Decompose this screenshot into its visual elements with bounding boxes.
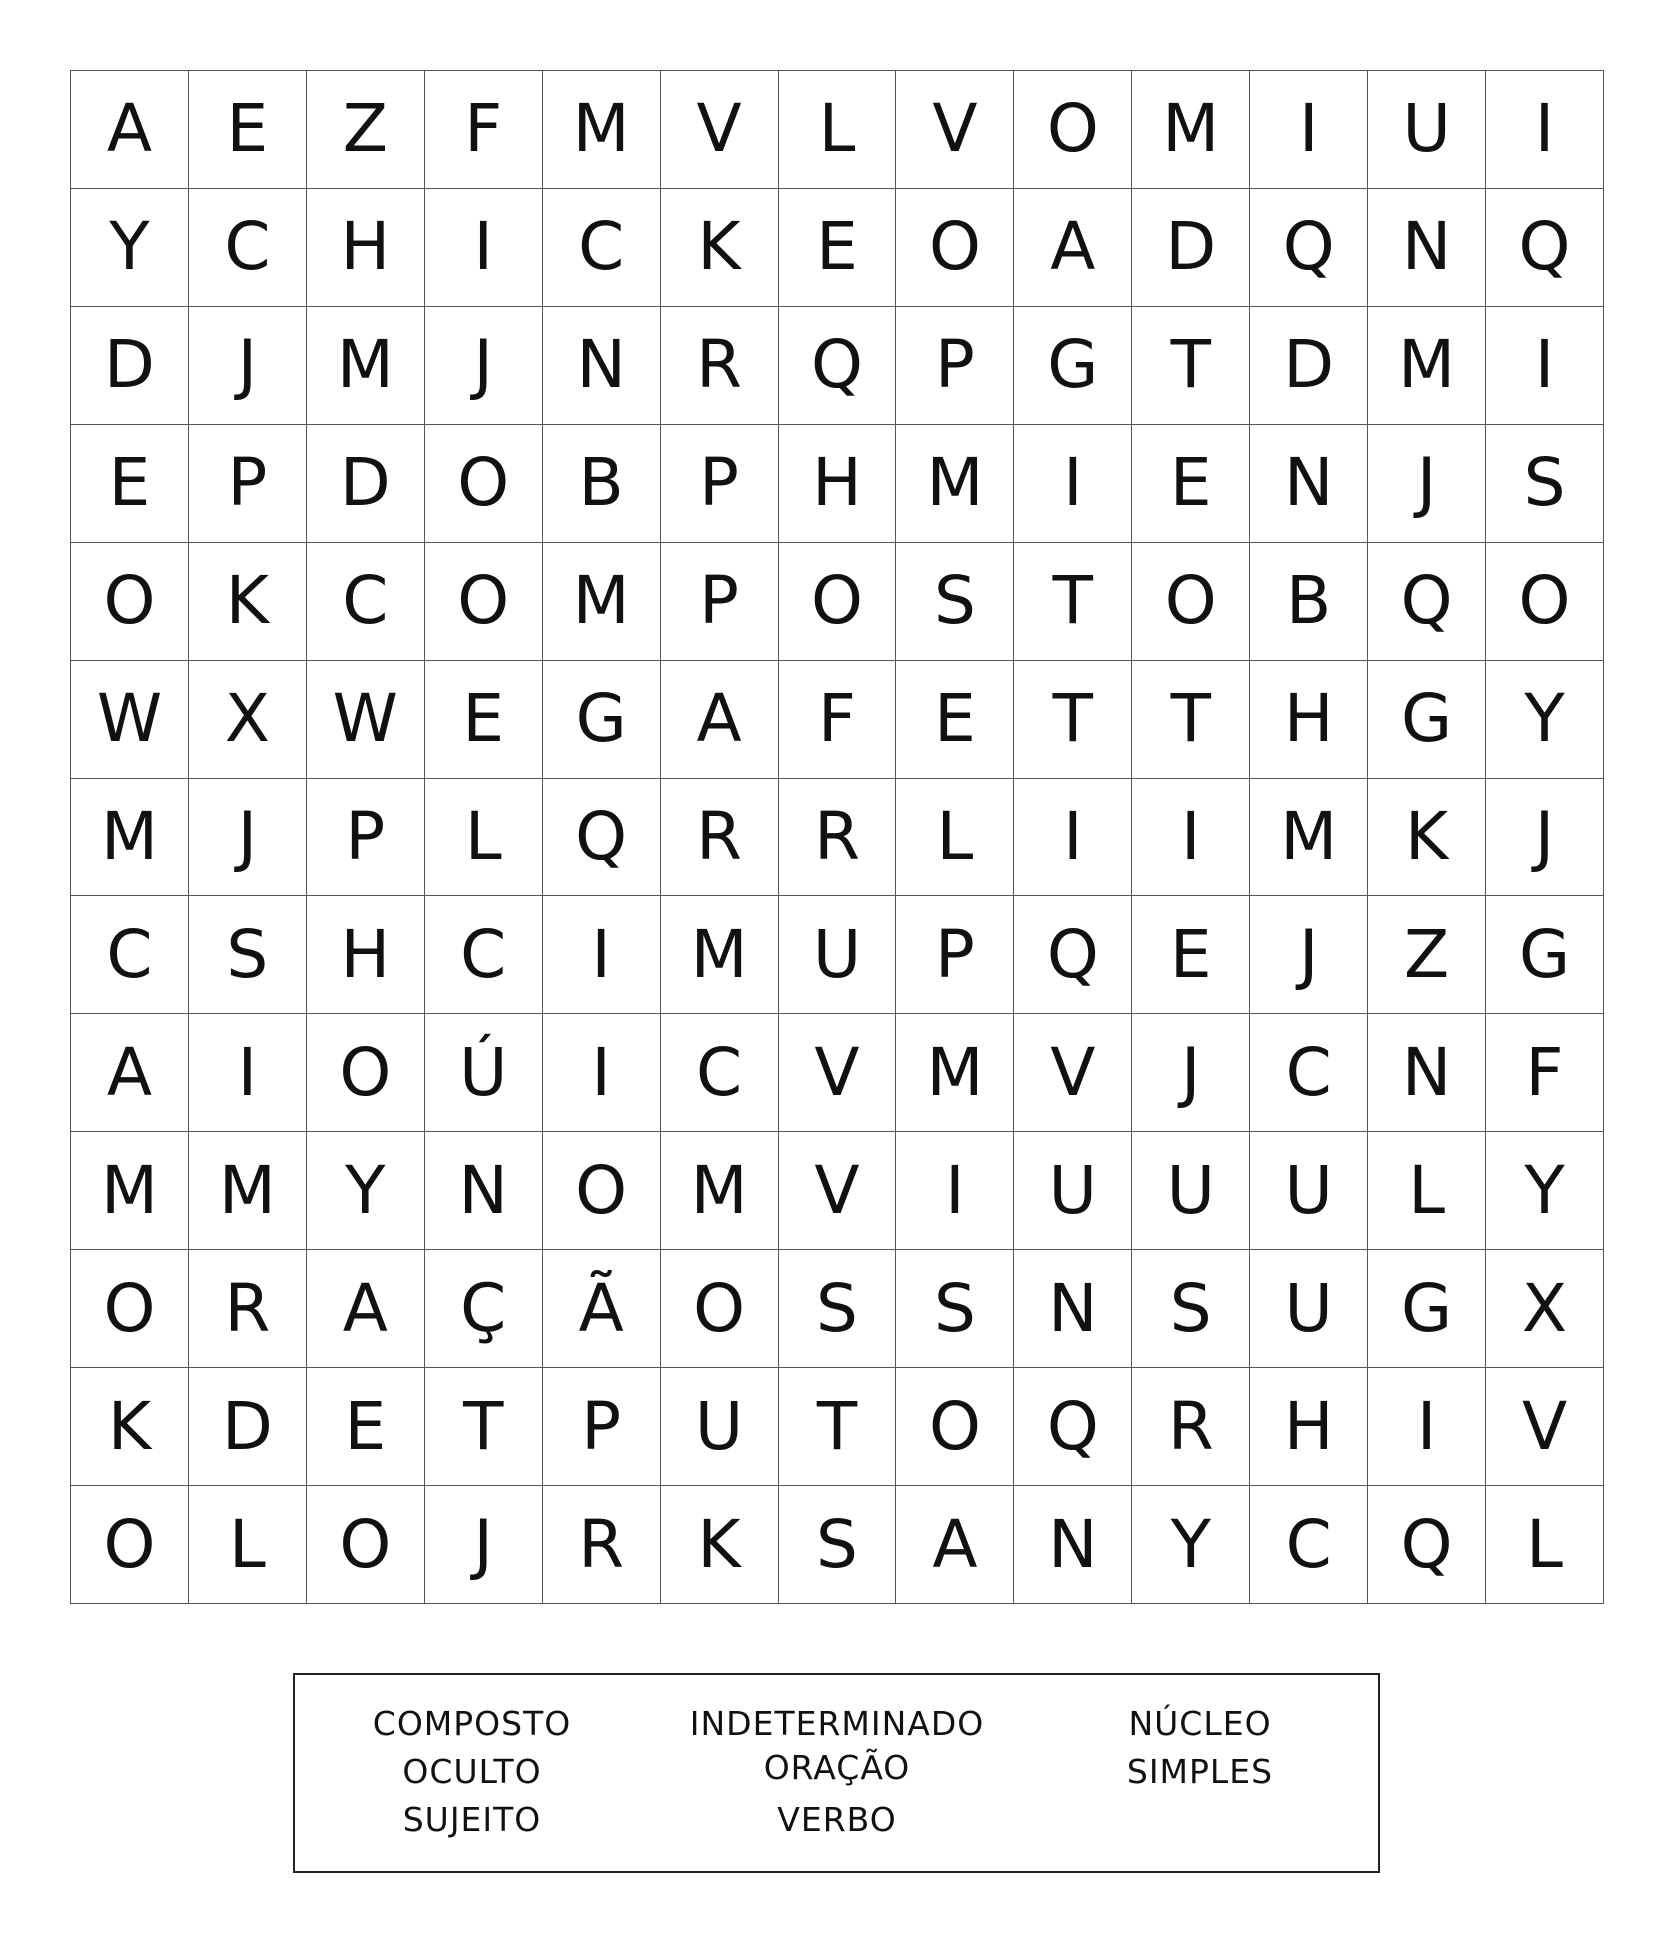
grid-cell[interactable]: M [71,779,189,897]
grid-cell[interactable]: S [1132,1250,1250,1368]
grid-cell[interactable]: L [779,71,897,189]
grid-cell[interactable]: V [779,1014,897,1132]
grid-cell[interactable]: R [543,1486,661,1604]
grid-cell[interactable]: O [543,1132,661,1250]
word-oracao: ORAÇÃO [763,1748,911,1787]
grid-cell[interactable]: H [1250,661,1368,779]
grid-cell[interactable]: Z [1368,896,1486,1014]
grid-cell[interactable]: I [543,1014,661,1132]
grid-cell[interactable]: P [661,543,779,661]
grid-cell[interactable]: D [307,425,425,543]
grid-cell[interactable]: O [71,1250,189,1368]
grid-cell[interactable]: O [896,1368,1014,1486]
grid-cell[interactable]: T [1014,661,1132,779]
grid-cell[interactable]: E [1132,896,1250,1014]
grid-cell[interactable]: Y [1132,1486,1250,1604]
grid-cell[interactable]: X [1486,1250,1604,1368]
grid-cell[interactable]: N [1368,189,1486,307]
grid-cell[interactable]: H [307,189,425,307]
grid-cell[interactable]: O [1486,543,1604,661]
grid-cell[interactable]: T [779,1368,897,1486]
grid-cell[interactable]: O [779,543,897,661]
grid-cell[interactable]: C [425,896,543,1014]
grid-cell[interactable]: A [661,661,779,779]
grid-cell[interactable]: M [1250,779,1368,897]
grid-cell[interactable]: L [189,1486,307,1604]
grid-cell[interactable]: C [661,1014,779,1132]
grid-cell[interactable]: E [71,425,189,543]
grid-cell[interactable]: C [1250,1486,1368,1604]
grid-cell[interactable]: G [1486,896,1604,1014]
grid-cell[interactable]: P [189,425,307,543]
grid-cell[interactable]: P [307,779,425,897]
word-indeterminado: INDETERMINADO [689,1704,985,1743]
grid-cell[interactable]: V [779,1132,897,1250]
grid-cell[interactable]: C [71,896,189,1014]
grid-cell[interactable]: S [779,1486,897,1604]
grid-cell[interactable]: R [1132,1368,1250,1486]
grid-cell[interactable]: U [1368,71,1486,189]
grid-cell[interactable]: T [1132,661,1250,779]
grid-cell[interactable]: F [425,71,543,189]
grid-cell[interactable]: Q [1250,189,1368,307]
grid-cell[interactable]: U [1132,1132,1250,1250]
grid-cell[interactable]: L [896,779,1014,897]
grid-cell[interactable]: S [189,896,307,1014]
grid-cell[interactable]: Q [1368,1486,1486,1604]
grid-cell[interactable]: B [543,425,661,543]
grid-cell[interactable]: M [543,71,661,189]
grid-cell[interactable]: D [1250,307,1368,425]
grid-cell[interactable]: Q [543,779,661,897]
grid-cell[interactable]: T [1014,543,1132,661]
grid-cell[interactable]: V [1486,1368,1604,1486]
grid-cell[interactable]: Z [307,71,425,189]
grid-cell[interactable]: R [189,1250,307,1368]
grid-cell[interactable]: C [1250,1014,1368,1132]
grid-cell[interactable]: M [543,543,661,661]
grid-cell[interactable]: O [425,425,543,543]
grid-cell[interactable]: V [661,71,779,189]
grid-cell[interactable]: O [307,1486,425,1604]
grid-cell[interactable]: M [1132,71,1250,189]
grid-cell[interactable]: O [425,543,543,661]
grid-cell[interactable]: T [425,1368,543,1486]
grid-cell[interactable]: V [896,71,1014,189]
grid-cell[interactable]: P [661,425,779,543]
grid-cell[interactable]: M [661,896,779,1014]
grid-cell[interactable]: I [1250,71,1368,189]
grid-cell[interactable]: H [1250,1368,1368,1486]
grid-cell[interactable]: Q [1368,543,1486,661]
grid-cell[interactable]: K [1368,779,1486,897]
grid-cell[interactable]: N [1250,425,1368,543]
word-verbo: VERBO [777,1800,897,1839]
grid-cell[interactable]: I [896,1132,1014,1250]
grid-cell[interactable]: G [1368,661,1486,779]
grid-cell[interactable]: Y [307,1132,425,1250]
grid-cell[interactable]: D [1132,189,1250,307]
grid-cell[interactable]: S [896,543,1014,661]
grid-cell[interactable]: C [543,189,661,307]
grid-cell[interactable]: H [779,425,897,543]
grid-cell[interactable]: U [1250,1250,1368,1368]
grid-cell[interactable]: N [425,1132,543,1250]
grid-cell[interactable]: Ã [543,1250,661,1368]
word-composto: COMPOSTO [372,1704,572,1743]
grid-cell[interactable]: O [307,1014,425,1132]
grid-cell[interactable]: D [189,1368,307,1486]
grid-cell[interactable]: A [307,1250,425,1368]
grid-cell[interactable]: W [307,661,425,779]
grid-cell[interactable]: L [425,779,543,897]
grid-cell[interactable]: V [1014,1014,1132,1132]
grid-cell[interactable]: M [189,1132,307,1250]
word-simples: SIMPLES [1126,1752,1274,1791]
grid-cell[interactable]: J [425,307,543,425]
grid-cell[interactable]: X [189,661,307,779]
grid-cell[interactable]: S [896,1250,1014,1368]
grid-cell[interactable]: E [1132,425,1250,543]
grid-cell[interactable]: I [1368,1368,1486,1486]
grid-cell[interactable]: S [779,1250,897,1368]
grid-cell[interactable]: O [1014,71,1132,189]
grid-cell[interactable]: J [1132,1014,1250,1132]
grid-cell[interactable]: E [425,661,543,779]
grid-cell[interactable]: Q [1014,896,1132,1014]
grid-cell[interactable]: E [307,1368,425,1486]
grid-cell[interactable]: T [1132,307,1250,425]
grid-cell[interactable]: I [543,896,661,1014]
word-nucleo: NÚCLEO [1128,1704,1272,1743]
grid-cell[interactable]: U [1250,1132,1368,1250]
grid-cell[interactable]: J [189,307,307,425]
grid-cell[interactable]: M [1368,307,1486,425]
grid-cell[interactable]: A [71,1014,189,1132]
grid-cell[interactable]: E [896,661,1014,779]
grid-cell[interactable]: G [1368,1250,1486,1368]
grid-cell[interactable]: K [661,189,779,307]
grid-cell[interactable]: A [896,1486,1014,1604]
grid-cell[interactable]: Q [1014,1368,1132,1486]
grid-cell[interactable]: F [779,661,897,779]
grid-cell[interactable]: R [661,307,779,425]
grid-cell[interactable]: I [1014,779,1132,897]
grid-cell[interactable]: Q [1486,189,1604,307]
grid-cell[interactable]: Q [779,307,897,425]
grid-cell[interactable]: L [1368,1132,1486,1250]
grid-cell[interactable]: C [307,543,425,661]
grid-cell[interactable]: I [189,1014,307,1132]
grid-cell[interactable]: M [71,1132,189,1250]
grid-cell[interactable]: Y [1486,661,1604,779]
grid-cell[interactable]: I [1132,779,1250,897]
grid-cell[interactable]: A [1014,189,1132,307]
grid-cell[interactable]: B [1250,543,1368,661]
grid-cell[interactable]: E [779,189,897,307]
grid-cell[interactable]: W [71,661,189,779]
grid-cell[interactable]: I [1486,307,1604,425]
grid-cell[interactable]: G [543,661,661,779]
grid-cell[interactable]: O [71,1486,189,1604]
grid-cell[interactable]: F [1486,1014,1604,1132]
grid-cell[interactable]: I [1486,71,1604,189]
grid-cell[interactable]: O [71,543,189,661]
grid-cell[interactable]: P [896,896,1014,1014]
grid-cell[interactable]: N [1014,1250,1132,1368]
grid-cell[interactable]: U [1014,1132,1132,1250]
grid-cell[interactable]: Y [71,189,189,307]
grid-cell[interactable]: Ú [425,1014,543,1132]
grid-cell[interactable]: M [896,425,1014,543]
grid-cell[interactable]: L [1486,1486,1604,1604]
grid-cell[interactable]: U [779,896,897,1014]
grid-cell[interactable]: K [71,1368,189,1486]
grid-cell[interactable]: Ç [425,1250,543,1368]
grid-cell[interactable]: G [1014,307,1132,425]
grid-cell[interactable]: R [779,779,897,897]
grid-cell[interactable]: U [661,1368,779,1486]
grid-cell[interactable]: I [1014,425,1132,543]
grid-cell[interactable]: O [896,189,1014,307]
word-oculto: OCULTO [402,1752,542,1791]
grid-cell[interactable]: M [307,307,425,425]
grid-cell[interactable]: N [1368,1014,1486,1132]
grid-cell[interactable]: M [896,1014,1014,1132]
word-sujeito: SUJEITO [402,1800,542,1839]
grid-cell[interactable]: P [543,1368,661,1486]
grid-cell[interactable]: J [1368,425,1486,543]
grid-cell[interactable]: R [661,779,779,897]
grid-cell[interactable]: C [189,189,307,307]
word-search-grid [70,70,1604,1604]
grid-cell[interactable]: D [71,307,189,425]
grid-cell[interactable]: O [1132,543,1250,661]
grid-cell[interactable]: S [1486,425,1604,543]
grid-cell[interactable]: K [189,543,307,661]
grid-cell[interactable]: P [896,307,1014,425]
grid-cell[interactable]: Y [1486,1132,1604,1250]
grid-cell[interactable]: J [1250,896,1368,1014]
grid-cell[interactable]: K [661,1486,779,1604]
grid-cell[interactable]: J [1486,779,1604,897]
grid-cell[interactable]: O [661,1250,779,1368]
grid-cell[interactable]: M [661,1132,779,1250]
grid-cell[interactable]: N [543,307,661,425]
grid-cell[interactable]: H [307,896,425,1014]
grid-cell[interactable]: J [189,779,307,897]
grid-cell[interactable]: E [189,71,307,189]
grid-cell[interactable]: N [1014,1486,1132,1604]
grid-cell[interactable]: A [71,71,189,189]
word-list-box [293,1673,1380,1873]
grid-cell[interactable]: J [425,1486,543,1604]
grid-cell[interactable]: I [425,189,543,307]
